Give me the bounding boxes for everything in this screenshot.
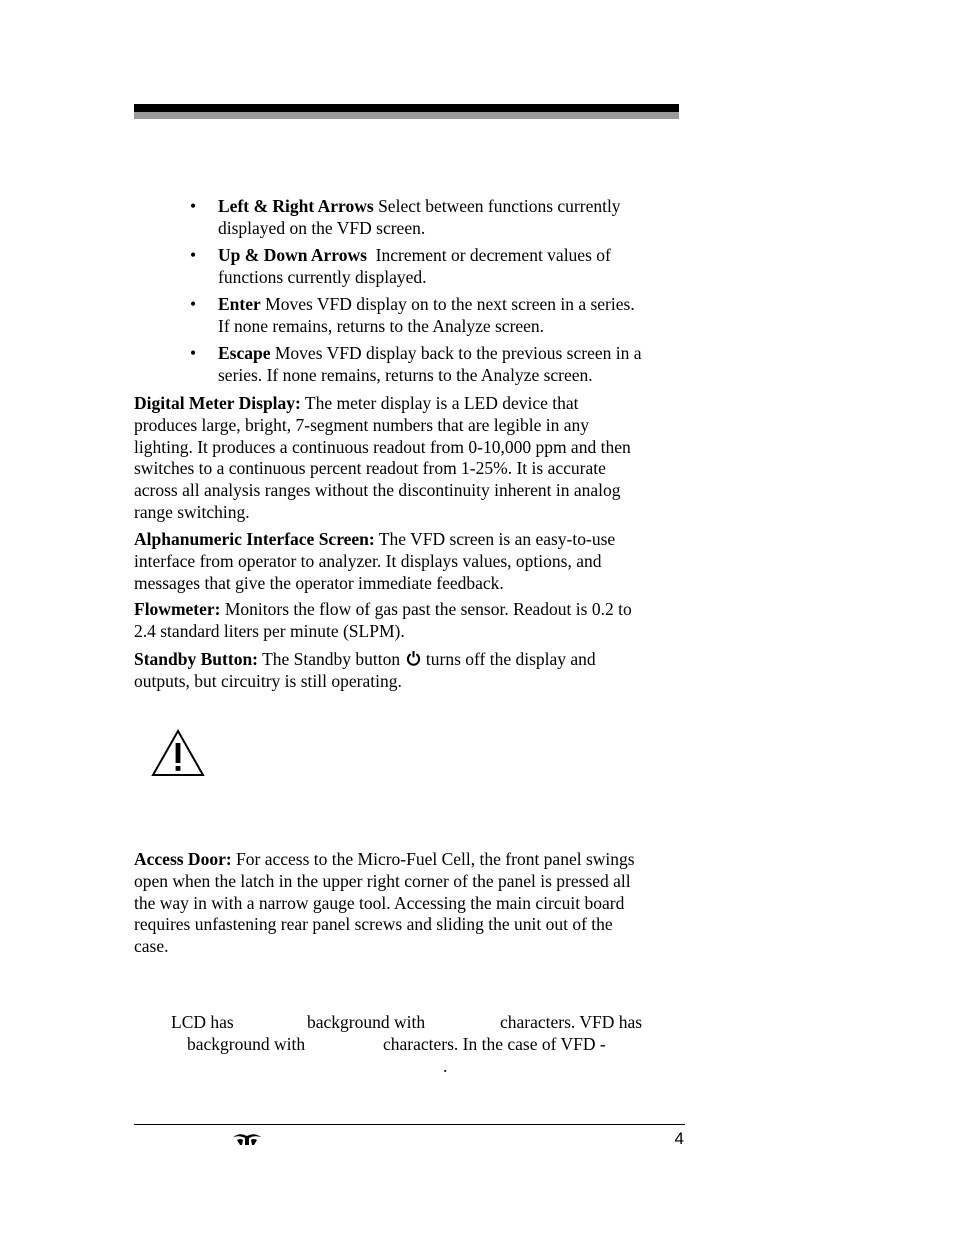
power-icon (406, 651, 421, 666)
bullet-glyph: • (190, 196, 197, 216)
paragraph-term: Access Door: (134, 849, 232, 869)
access-door-paragraph: Access Door: For access to the Micro-Fuel Cell, the front panel swings open when the latch in the upper right corner of the panel is pressed all the way in with a narrow gauge tool. Accessing the main circuit board requires unfastening rear panel screws and sliding the unit out of the case. (134, 849, 635, 957)
list-item: • Enter Moves VFD display on to the next screen in a series. If none remains, returns to the Analyze screen. (190, 294, 635, 336)
paragraph-term: Alphanumeric Interface Screen: (134, 529, 375, 549)
list-item: • Up & Down Arrows Increment or decrement values of functions currently displayed. (190, 245, 611, 287)
teledyne-logo-icon (232, 1132, 262, 1146)
list-item: • Left & Right Arrows Select between functions currently displayed on the VFD screen. (190, 196, 621, 238)
paragraph-term: Flowmeter: (134, 599, 221, 619)
note-fragment: background with (187, 1034, 306, 1054)
footer-rule (134, 1124, 685, 1125)
note-fragment: characters. In the case of VFD - (383, 1034, 606, 1054)
standby-button-paragraph: Standby Button: The Standby button turns off the display and outputs, but circuitry is still operating. (134, 649, 596, 691)
bullet-term: Left & Right Arrows (218, 196, 374, 216)
key-function-list (190, 196, 680, 392)
bullet-glyph: • (190, 245, 197, 266)
note-fragment: characters. VFD has (500, 1012, 643, 1032)
flowmeter-paragraph: Flowmeter: Monitors the flow of gas past the sensor. Readout is 0.2 to 2.4 standard liters per minute (SLPM). (134, 599, 632, 641)
bullet-term: Enter (218, 294, 261, 315)
header-rule-gray (134, 112, 679, 119)
page-number: 4 (674, 1129, 684, 1148)
bullet-term: Escape (218, 343, 271, 364)
bullet-term: Up & Down Arrows (218, 245, 367, 266)
warning-icon (150, 728, 206, 778)
bullet-glyph: • (190, 343, 197, 364)
note-fragment: LCD has (171, 1012, 234, 1032)
alphanumeric-screen-paragraph: Alphanumeric Interface Screen: The VFD screen is an easy-to-use interface from operator to analyzer. It displays values, options, and messages that give the operator immediate feedback. (134, 529, 616, 593)
digital-meter-paragraph: Digital Meter Display: The meter display is a LED device that produces large, bright, 7-segment numbers that are legible in any lighting. It produces a continuous readout from 0-10,000 ppm and then switches to a continuous percent readout from 1-25%. It is accurate across all analysis ranges without the discontinuity inherent in analog range switching. (134, 393, 631, 522)
list-item: • Escape Moves VFD display back to the previous screen in a series. If none remains, returns to the Analyze screen. (190, 343, 642, 386)
paragraph-term: Standby Button: (134, 649, 259, 669)
header-rule-black (134, 104, 679, 112)
note-fragment: background with (307, 1012, 426, 1032)
note-fragment: . (443, 1056, 448, 1076)
paragraph-term: Digital Meter Display: (134, 393, 301, 413)
bullet-glyph: • (190, 294, 197, 315)
